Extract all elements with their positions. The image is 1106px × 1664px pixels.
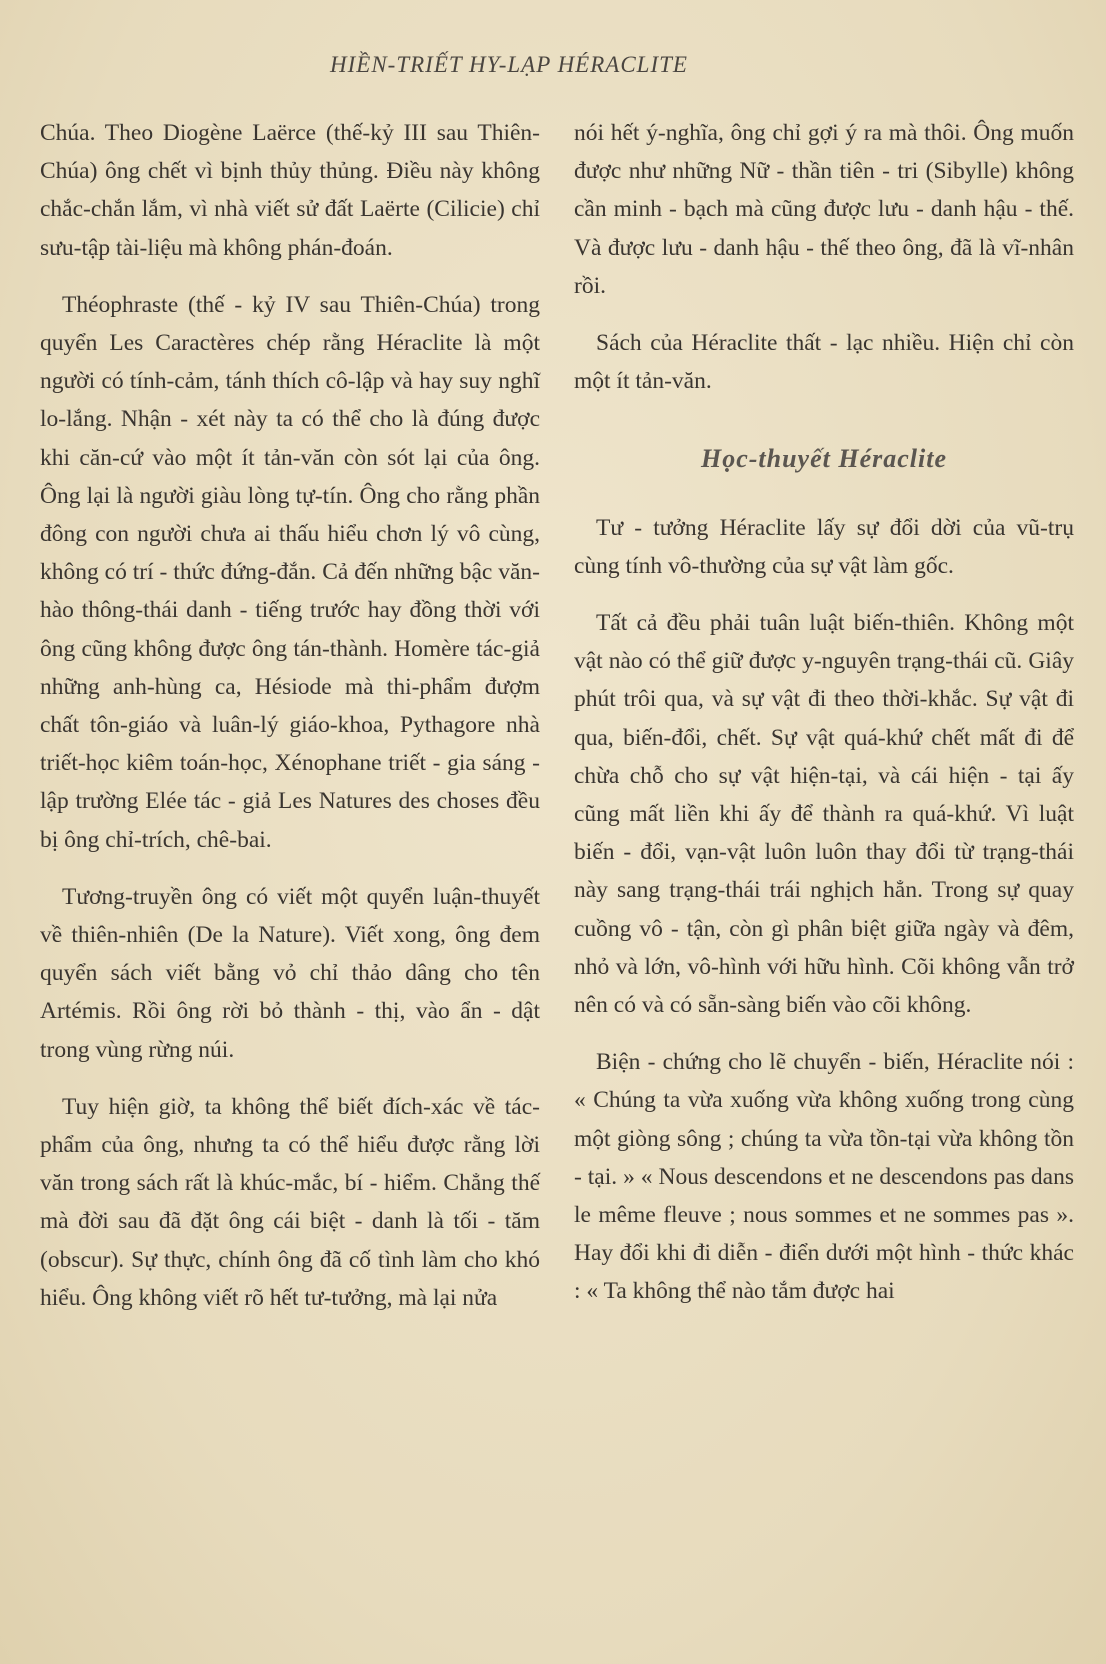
paragraph: Tuy hiện giờ, ta không thể biết đích-xác về tác-phẩm của ông, nhưng ta có thể hiểu được rằng lời văn trong sách rất là khúc-mắc, bí - hiểm. Chẳng thế mà đời sau đã đặt ông cái biệt - danh là tối - tăm (obscur). Sự thực, chính ông đã cố tình làm cho khó hiểu. Ông không viết rõ hết tư-tưởng, mà lại nửa bbox=[40, 1093, 540, 1311]
left-column bbox=[40, 114, 540, 1336]
paragraph: Sách của Héraclite thất - lạc nhiều. Hiện chỉ còn một ít tản-văn. bbox=[574, 330, 1074, 395]
paragraph: Tư - tưởng Héraclite lấy sự đổi dời của vũ-trụ cùng tính vô-thường của sự vật làm gốc. bbox=[574, 514, 1074, 579]
paragraph: nói hết ý-nghĩa, ông chỉ gợi ý ra mà thôi. Ông muốn được như những Nữ - thần tiên - tri (Sibylle) không cần minh - bạch mà cũng được lưu - danh hậu - thế. Và được lưu - danh hậu - thế theo ông, đã là vĩ-nhân rồi. bbox=[574, 120, 1074, 299]
running-header: HIỀN-TRIẾT HY-LẠP HÉRACLITE bbox=[330, 52, 688, 77]
section-heading: Học-thuyết Héraclite bbox=[700, 444, 947, 474]
paragraph: Chúa. Theo Diogène Laërce (thế-kỷ III sau Thiên-Chúa) ông chết vì bịnh thủy thủng. Điều này không chắc-chắn lắm, vì nhà viết sử đất Laërte (Cilicie) chỉ sưu-tập tài-liệu mà không phán-đoán. bbox=[40, 120, 540, 261]
paragraph: Tương-truyền ông có viết một quyển luận-thuyết về thiên-nhiên (De la Nature). Viết xong, ông đem quyển sách viết bằng vỏ chỉ thảo dâng cho tên Artémis. Rồi ông rời bỏ thành - thị, vào ẩn - dật trong vùng rừng núi. bbox=[40, 883, 540, 1063]
paragraph: Théophraste (thế - kỷ IV sau Thiên-Chúa) trong quyển Les Caractères chép rằng Héraclite là một người có tính-cảm, tánh thích cô-lập và hay suy nghĩ lo-lắng. Nhận - xét này ta có thể cho là đúng được khi căn-cứ vào một ít tản-văn còn sót lại của ông. Ông lại là người giàu lòng tự-tín. Ông cho rằng phần đông con người chưa ai thấu hiểu chơn lý vô cùng, không có trí - thức đứng-đắn. Cả đến những bậc văn-hào thông-thái danh - tiếng trước hay đồng thời với ông cũng không được ông tán-thành. Homère tác-giả những anh-hùng ca, Hésiode mà thi-phẩm đượm chất tôn-giáo và luân-lý giáo-khoa, Pythagore nhà triết-học kiêm toán-học, Xénophane triết - gia sáng - lập trường Elée tác - giả Les Natures des choses đều bị ông chỉ-trích, chê-bai. bbox=[40, 291, 540, 853]
paragraph: Tất cả đều phải tuân luật biến-thiên. Không một vật nào có thể giữ được y-nguyên trạng-thái cũ. Giây phút trôi qua, và sự vật đi theo thời-khắc. Sự vật đi qua, biến-đổi, chết. Sự vật quá-khứ chết mất đi để chừa chỗ cho sự vật hiện-tại, và cái hiện - tại ấy cũng mất liền khi ấy để thành ra quá-khứ. Vì luật biến - đổi, vạn-vật luôn luôn thay đổi từ trạng-thái này sang trạng-thái trái nghịch hẳn. Trong sự quay cuồng vô - tận, còn gì phân biệt giữa ngày và đêm, nhỏ và lớn, vô-hình với hữu hình. Cõi không vẫn trở nên có và có sẵn-sàng biến vào cõi không. bbox=[574, 610, 1074, 1019]
right-column bbox=[574, 114, 1074, 1330]
paragraph: Biện - chứng cho lẽ chuyển - biến, Héraclite nói : « Chúng ta vừa xuống vừa không xuống trong cùng một giòng sông ; chúng ta vừa tồn-tại vừa không tồn - tại. » « Nous descendons et ne descendons pas dans le même fleuve ; nous sommes et ne sommes pas ». Hay đổi khi đi diễn - điển dưới một hình - thức khác : « Ta không thể nào tắm được hai bbox=[574, 1049, 1074, 1305]
